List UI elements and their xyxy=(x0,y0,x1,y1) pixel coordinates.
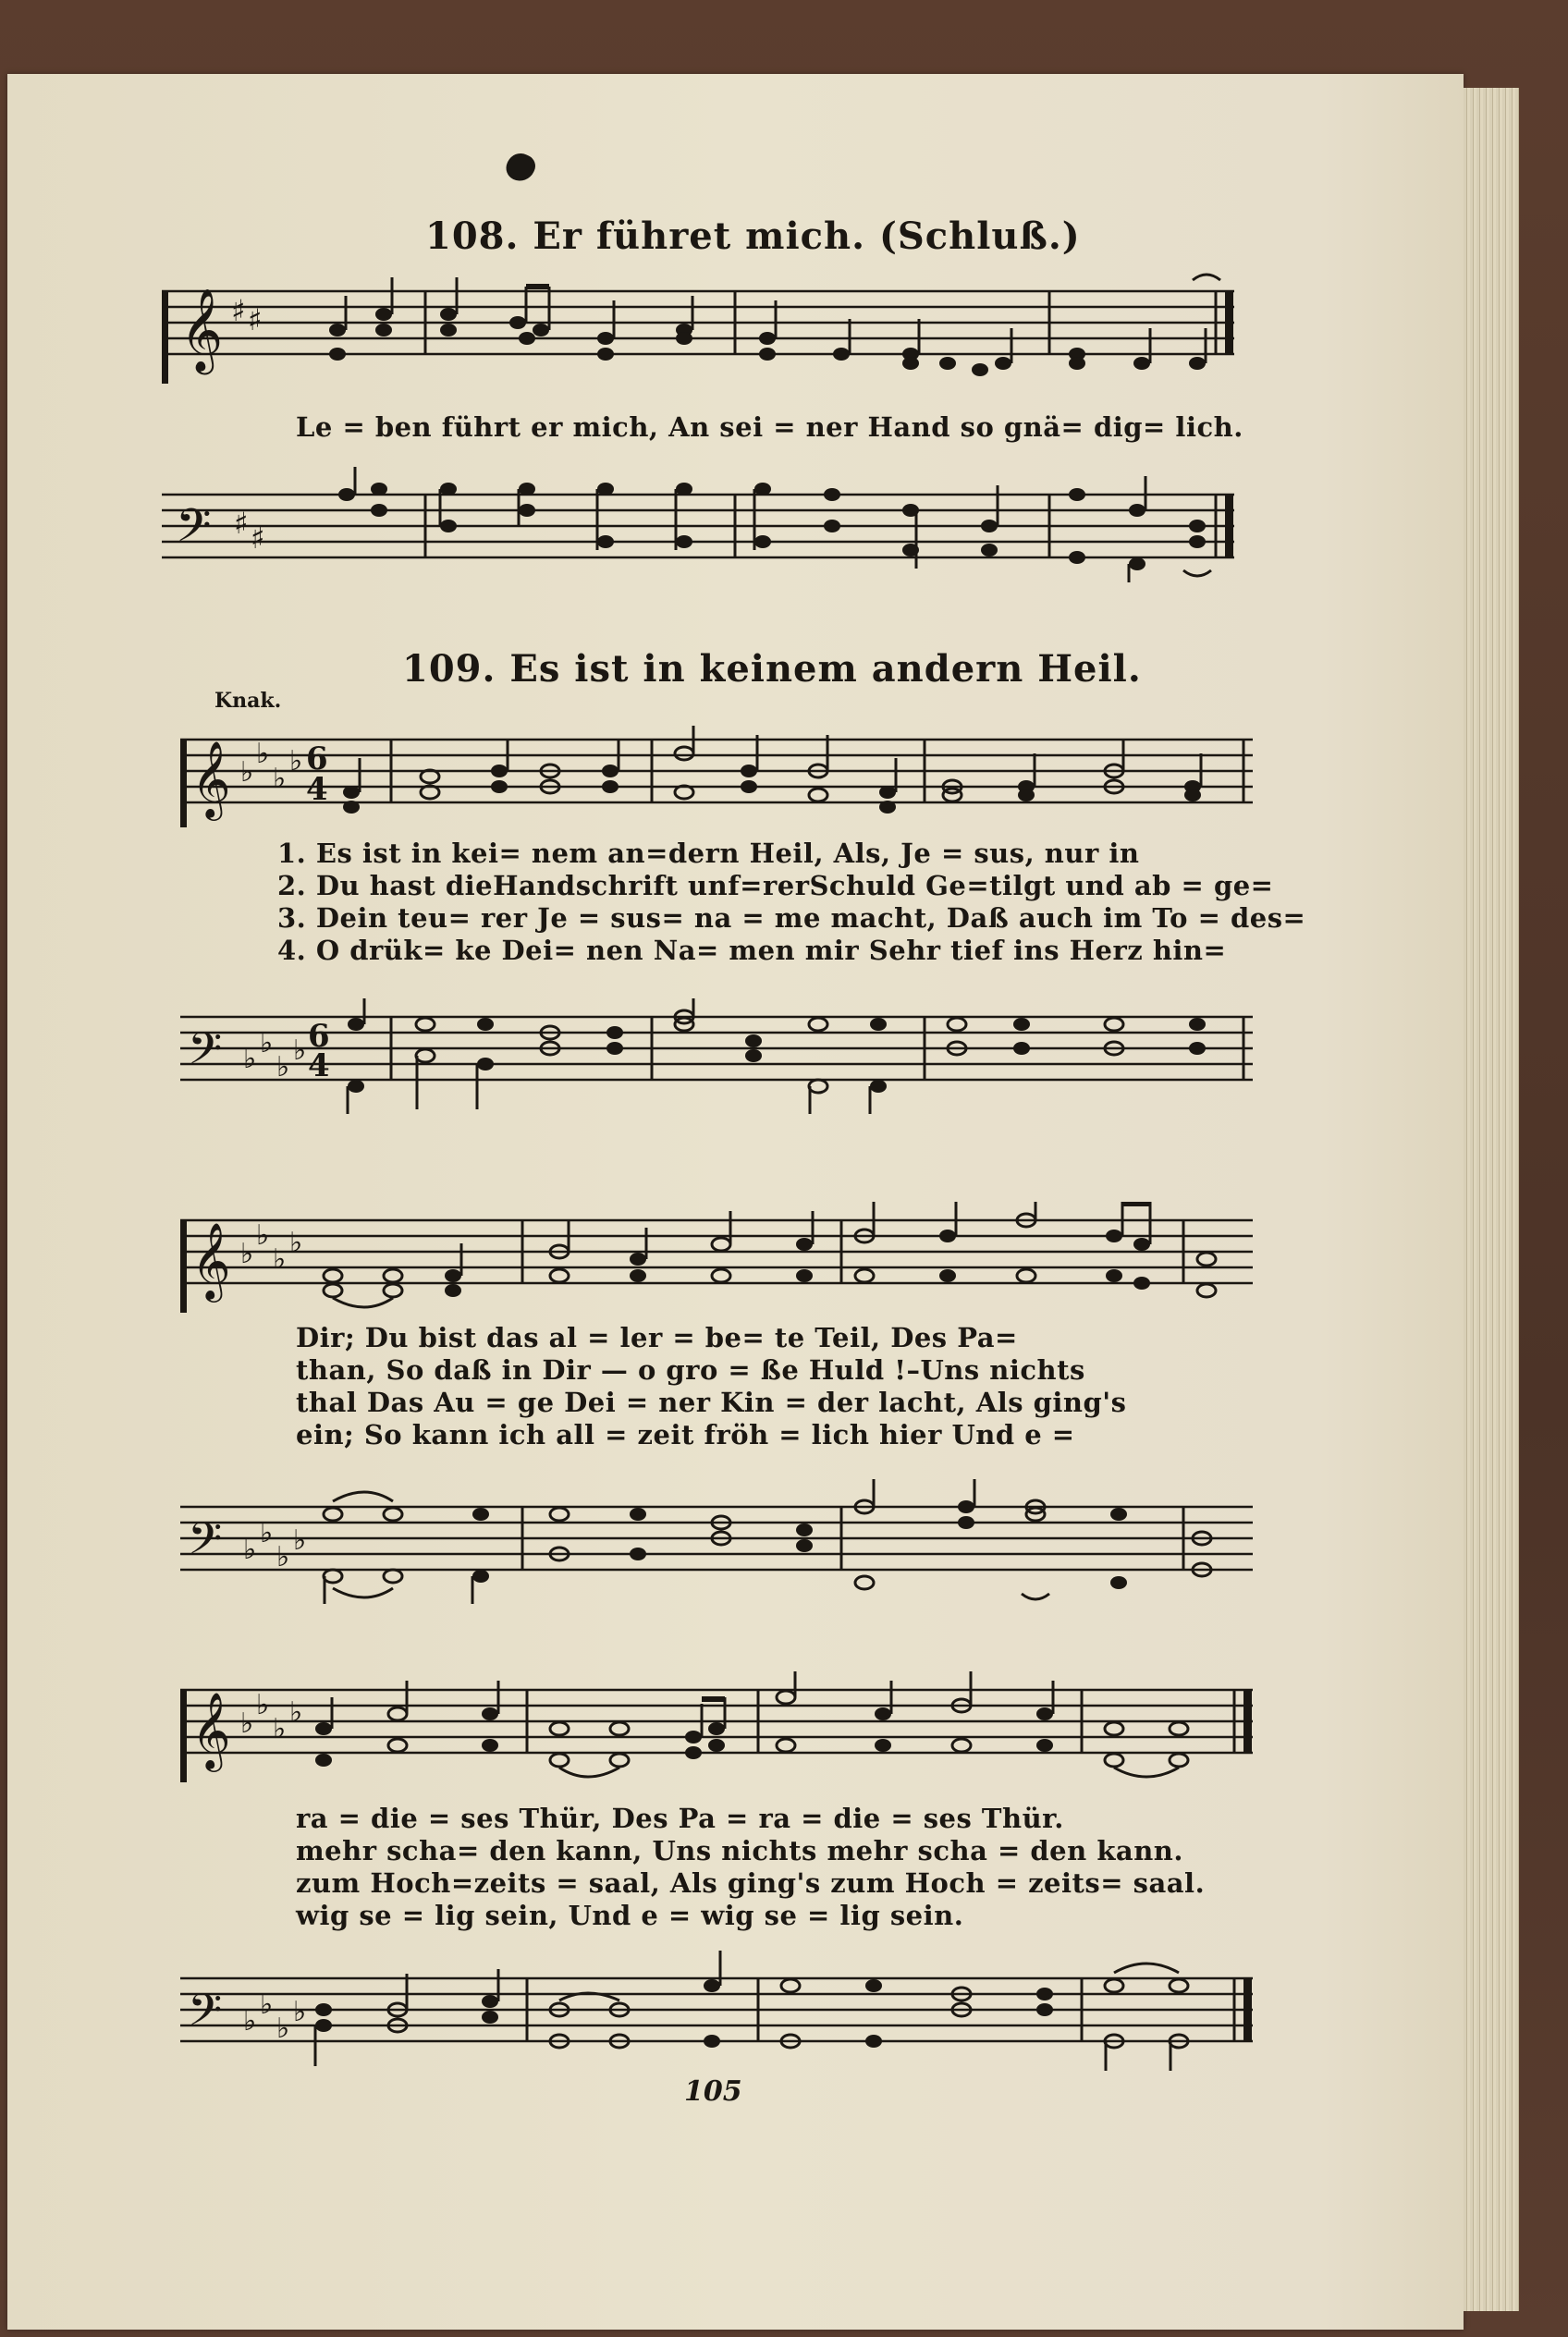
svg-text:♭: ♭ xyxy=(240,1238,254,1270)
svg-text:♭: ♭ xyxy=(256,1689,270,1721)
svg-text:𝄞: 𝄞 xyxy=(180,288,224,372)
svg-text:♭: ♭ xyxy=(243,2005,257,2037)
svg-text:♯: ♯ xyxy=(251,520,265,556)
svg-text:𝄢: 𝄢 xyxy=(188,1022,223,1085)
verse-3-line-2: thal Das Au = ge Dei = ner Kin = der lacht, Als ging's xyxy=(296,1387,1127,1418)
svg-text:♭: ♭ xyxy=(273,1243,287,1276)
hymn-109-system1-bass-staff xyxy=(180,998,1271,1119)
svg-text:♭: ♭ xyxy=(256,1219,270,1252)
svg-text:𝄞: 𝄞 xyxy=(191,1221,231,1299)
svg-text:♭: ♭ xyxy=(256,738,270,770)
svg-text:♭: ♭ xyxy=(293,1034,307,1067)
svg-text:♭: ♭ xyxy=(240,1707,254,1740)
svg-text:♭: ♭ xyxy=(240,756,254,789)
hymn-109-system2-treble-staff xyxy=(180,1202,1271,1313)
hymn-108-bass-staff xyxy=(162,467,1253,587)
svg-text:♭: ♭ xyxy=(243,1534,257,1566)
svg-text:♭: ♭ xyxy=(273,763,287,795)
verse-4-line-1: 4. O drük= ke Dei= nen Na= men mir Sehr tief ins Herz hin= xyxy=(277,935,1227,966)
svg-text:♭: ♭ xyxy=(289,1227,303,1259)
svg-text:6: 6 xyxy=(308,1018,330,1055)
svg-text:𝄞: 𝄞 xyxy=(191,1691,231,1768)
hymn-109-system2-bass-staff xyxy=(180,1479,1271,1609)
svg-text:♯: ♯ xyxy=(234,506,249,541)
svg-text:♭: ♭ xyxy=(293,1524,307,1557)
hymn-108-lyrics: Le = ben führt er mich, An sei = ner Hand so gnä= dig= lich. xyxy=(296,411,1243,443)
verse-1-line-3: ra = die = ses Thür, Des Pa = ra = die = ses Thür. xyxy=(296,1803,1064,1834)
hymn-109-system1-treble-staff xyxy=(180,726,1271,827)
svg-text:4: 4 xyxy=(308,1047,330,1084)
svg-text:♭: ♭ xyxy=(273,1713,287,1745)
hymn-109-system3-treble-staff xyxy=(180,1671,1271,1782)
verse-2-line-1: 2. Du hast dieHandschrift unf=rerSchuld Ge=tilgt und ab = ge= xyxy=(277,870,1274,901)
verse-2-line-3: mehr scha= den kann, Uns nichts mehr scha = den kann. xyxy=(296,1835,1183,1866)
svg-text:♯: ♯ xyxy=(231,293,246,328)
hymn-108-treble-staff xyxy=(162,273,1253,384)
svg-text:♭: ♭ xyxy=(260,1988,274,2021)
page-number: 105 xyxy=(684,2075,742,2108)
verse-3-line-3: zum Hoch=zeits = saal, Als ging's zum Hoch = zeits= saal. xyxy=(296,1867,1206,1899)
svg-text:6: 6 xyxy=(306,740,328,777)
svg-text:𝄢: 𝄢 xyxy=(188,1984,223,2047)
verse-1-line-2: Dir; Du bist das al = ler = be= te Teil, Des Pa= xyxy=(296,1322,1018,1353)
svg-text:♭: ♭ xyxy=(289,745,303,777)
svg-text:♭: ♭ xyxy=(293,1996,307,2028)
svg-text:♭: ♭ xyxy=(276,1051,290,1083)
hymn-109-system3-bass-staff xyxy=(180,1951,1271,2080)
verse-4-line-2: ein; So kann ich all = zeit fröh = lich hier Und e = xyxy=(296,1419,1075,1450)
hymn-108-title: 108. Er führet mich. (Schluß.) xyxy=(425,214,1081,258)
svg-text:𝄢: 𝄢 xyxy=(176,499,212,564)
hymn-109-title: 109. Es ist in keinem andern Heil. xyxy=(402,647,1142,691)
svg-text:𝄢: 𝄢 xyxy=(188,1512,223,1575)
svg-text:♭: ♭ xyxy=(289,1696,303,1729)
verse-3-line-1: 3. Dein teu= rer Je = sus= na = me macht, Daß auch im To = des= xyxy=(277,902,1306,934)
verse-1-line-1: 1. Es ist in kei= nem an=dern Heil, Als, Je = sus, nur in xyxy=(277,838,1140,869)
svg-text:♭: ♭ xyxy=(260,1517,274,1549)
page-edges xyxy=(1464,88,1519,2311)
svg-text:♭: ♭ xyxy=(260,1027,274,1059)
svg-text:𝄞: 𝄞 xyxy=(191,740,231,817)
composer-marker: Knak. xyxy=(214,689,282,713)
svg-text:♯: ♯ xyxy=(248,302,263,337)
svg-text:♭: ♭ xyxy=(276,1541,290,1573)
svg-text:4: 4 xyxy=(306,771,328,808)
svg-text:♭: ♭ xyxy=(276,2013,290,2045)
verse-2-line-2: than, So daß in Dir — o gro = ße Huld !–Uns nichts xyxy=(296,1354,1085,1386)
verse-4-line-3: wig se = lig sein, Und e = wig se = lig sein. xyxy=(296,1900,964,1931)
svg-text:♭: ♭ xyxy=(243,1043,257,1075)
